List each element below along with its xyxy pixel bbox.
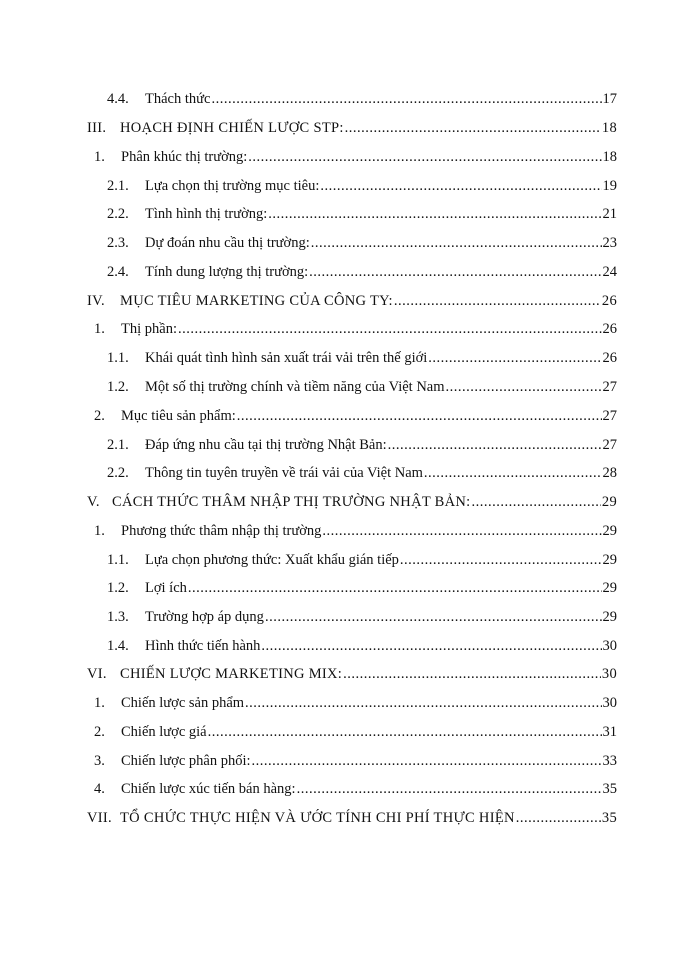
toc-entry-page: 28 bbox=[602, 465, 617, 481]
toc-leader-dots bbox=[428, 347, 601, 369]
toc-leader-dots bbox=[309, 261, 601, 283]
toc-entry-number: III. bbox=[87, 120, 107, 136]
toc-entry-page: 29 bbox=[601, 494, 617, 510]
toc-entry-title: Thị phần: bbox=[121, 321, 177, 337]
toc-entry-number: 2.1. bbox=[107, 437, 129, 453]
toc-entry-number: 1.2. bbox=[107, 580, 129, 596]
toc-entry[interactable] bbox=[107, 261, 617, 283]
toc-entry[interactable] bbox=[107, 175, 617, 197]
toc-entry-title: Một số thị trường chính và tiềm năng của Việt Nam bbox=[145, 379, 445, 395]
toc-entry-page: 31 bbox=[602, 724, 617, 740]
toc-entry-page: 29 bbox=[602, 580, 617, 596]
toc-entry-number: 1.1. bbox=[107, 350, 129, 366]
toc-entry-page: 27 bbox=[602, 379, 617, 395]
toc-entry-number: V. bbox=[87, 494, 100, 510]
toc-entry-page: 27 bbox=[602, 437, 617, 453]
toc-entry-number: 2. bbox=[94, 408, 105, 424]
toc-entry-page: 19 bbox=[602, 178, 617, 194]
toc-leader-dots bbox=[211, 88, 601, 110]
toc-leader-dots bbox=[237, 405, 602, 427]
toc-leader-dots bbox=[188, 577, 602, 599]
toc-entry[interactable] bbox=[107, 462, 617, 484]
toc-entry-number: 2.4. bbox=[107, 264, 129, 280]
toc-leader-dots bbox=[446, 376, 602, 398]
toc-entry-title: Đáp ứng nhu cầu tại thị trường Nhật Bản: bbox=[145, 437, 387, 453]
toc-entry[interactable] bbox=[107, 549, 617, 571]
toc-entry[interactable] bbox=[87, 807, 617, 829]
toc-entry-number: 4.4. bbox=[107, 91, 129, 107]
toc-entry-title: Chiến lược xúc tiến bán hàng: bbox=[121, 781, 296, 797]
toc-entry[interactable] bbox=[94, 405, 617, 427]
toc-entry[interactable] bbox=[94, 778, 617, 800]
toc-entry[interactable] bbox=[107, 376, 617, 398]
toc-entry-number: 1. bbox=[94, 695, 105, 711]
toc-entry-title: Lựa chọn thị trường mục tiêu: bbox=[145, 178, 320, 194]
toc-entry-page: 26 bbox=[602, 321, 617, 337]
toc-entry-title: Tình hình thị trường: bbox=[145, 206, 268, 222]
toc-leader-dots bbox=[311, 232, 602, 254]
toc-entry-title: Chiến lược phân phối: bbox=[121, 753, 251, 769]
toc-entry-number: 2.1. bbox=[107, 178, 129, 194]
toc-entry-title: Thông tin tuyên truyền về trái vải của Việt Nam bbox=[145, 465, 423, 481]
toc-leader-dots bbox=[388, 434, 602, 456]
toc-entry-title: Mục tiêu sản phẩm: bbox=[121, 408, 236, 424]
toc-entry-title: Khái quát tình hình sản xuất trái vải trên thế giới bbox=[145, 350, 428, 366]
toc-entry-page: 24 bbox=[602, 264, 617, 280]
toc-entry-title: Chiến lược sản phẩm bbox=[121, 695, 245, 711]
toc-entry-number: 2.2. bbox=[107, 465, 129, 481]
toc-entry-title: Trường hợp áp dụng bbox=[145, 609, 264, 625]
toc-entry-title: Tính dung lượng thị trường: bbox=[145, 264, 309, 280]
toc-entry-page: 21 bbox=[602, 206, 617, 222]
toc-entry-page: 35 bbox=[602, 781, 617, 797]
toc-entry-title: Dự đoán nhu cầu thị trường: bbox=[145, 235, 310, 251]
toc-leader-dots bbox=[178, 318, 602, 340]
toc-entry[interactable] bbox=[87, 663, 617, 685]
toc-entry[interactable] bbox=[87, 117, 617, 139]
toc-entry-page: 26 bbox=[602, 350, 617, 366]
toc-leader-dots bbox=[400, 549, 602, 571]
toc-entry-title: Lựa chọn phương thức: Xuất khẩu gián tiếp bbox=[145, 552, 399, 568]
toc-leader-dots bbox=[268, 203, 601, 225]
toc-entry-page: 29 bbox=[602, 609, 617, 625]
toc-entry-page: 30 bbox=[602, 695, 617, 711]
toc-entry-page: 30 bbox=[602, 638, 617, 654]
toc-leader-dots bbox=[261, 635, 601, 657]
toc-leader-dots bbox=[265, 606, 602, 628]
toc-entry-number: 2. bbox=[94, 724, 105, 740]
toc-entry-title: TỔ CHỨC THỰC HIỆN VÀ ƯỚC TÍNH CHI PHÍ THỰC HIỆN bbox=[120, 810, 515, 826]
toc-entry-page: 18 bbox=[602, 149, 617, 165]
toc-entry[interactable] bbox=[107, 577, 617, 599]
toc-entry[interactable] bbox=[94, 750, 617, 772]
toc-entry-number: 3. bbox=[94, 753, 105, 769]
toc-leader-dots bbox=[343, 663, 601, 685]
toc-leader-dots bbox=[252, 750, 602, 772]
toc-entry[interactable] bbox=[87, 290, 617, 312]
toc-leader-dots bbox=[297, 778, 602, 800]
toc-entry-number: 1. bbox=[94, 149, 105, 165]
toc-entry-number: 1.1. bbox=[107, 552, 129, 568]
toc-entry-title: Hình thức tiến hành bbox=[145, 638, 261, 654]
toc-leader-dots bbox=[248, 146, 601, 168]
toc-leader-dots bbox=[320, 175, 601, 197]
toc-entry-number: VII. bbox=[87, 810, 112, 826]
toc-entry-page: 29 bbox=[602, 523, 617, 539]
toc-entry[interactable] bbox=[107, 347, 617, 369]
toc-entry[interactable] bbox=[107, 635, 617, 657]
toc-entry-page: 35 bbox=[601, 810, 617, 826]
toc-entry-page: 27 bbox=[602, 408, 617, 424]
toc-entry-number: 1. bbox=[94, 321, 105, 337]
toc-leader-dots bbox=[245, 692, 601, 714]
toc-entry[interactable] bbox=[107, 88, 617, 110]
toc-entry-title: HOẠCH ĐỊNH CHIẾN LƯỢC STP: bbox=[120, 120, 344, 136]
toc-entry-number: 2.3. bbox=[107, 235, 129, 251]
toc-entry[interactable] bbox=[94, 520, 617, 542]
toc-entry[interactable] bbox=[107, 203, 617, 225]
toc-leader-dots bbox=[394, 290, 601, 312]
toc-leader-dots bbox=[516, 807, 601, 829]
toc-entry-title: Phân khúc thị trường: bbox=[121, 149, 248, 165]
toc-entry-page: 33 bbox=[602, 753, 617, 769]
toc-entry-title: Lợi ích bbox=[145, 580, 187, 596]
toc-leader-dots bbox=[322, 520, 601, 542]
toc-entry-title: CÁCH THỨC THÂM NHẬP THỊ TRƯỜNG NHẬT BẢN: bbox=[112, 494, 471, 510]
toc-entry[interactable] bbox=[107, 606, 617, 628]
toc-entry-number: 1.3. bbox=[107, 609, 129, 625]
toc-entry-number: 4. bbox=[94, 781, 105, 797]
toc-entry[interactable] bbox=[94, 692, 617, 714]
toc-entry[interactable] bbox=[94, 318, 617, 340]
toc-entry-title: CHIẾN LƯỢC MARKETING MIX: bbox=[120, 666, 343, 682]
toc-entry[interactable] bbox=[94, 146, 617, 168]
toc-leader-dots bbox=[424, 462, 602, 484]
toc-entry[interactable] bbox=[107, 232, 617, 254]
toc-entry-page: 26 bbox=[601, 293, 617, 309]
toc-entry-number: 2.2. bbox=[107, 206, 129, 222]
toc-entry-page: 29 bbox=[602, 552, 617, 568]
toc-leader-dots bbox=[472, 491, 601, 513]
toc-leader-dots bbox=[345, 117, 601, 139]
toc-entry-number: 1.2. bbox=[107, 379, 129, 395]
toc-leader-dots bbox=[208, 721, 602, 743]
toc-entry-title: Thách thức bbox=[145, 91, 211, 107]
toc-entry-title: Phương thức thâm nhập thị trường bbox=[121, 523, 322, 539]
toc-entry[interactable] bbox=[87, 491, 617, 513]
toc-entry-page: 18 bbox=[601, 120, 617, 136]
toc-entry-page: 30 bbox=[601, 666, 617, 682]
toc-entry[interactable] bbox=[107, 434, 617, 456]
toc-entry-title: Chiến lược giá bbox=[121, 724, 207, 740]
toc-entry[interactable] bbox=[94, 721, 617, 743]
toc-entry-title: MỤC TIÊU MARKETING CỦA CÔNG TY: bbox=[120, 293, 393, 309]
toc-entry-number: VI. bbox=[87, 666, 107, 682]
toc-entry-number: 1. bbox=[94, 523, 105, 539]
toc-entry-page: 17 bbox=[602, 91, 617, 107]
toc-entry-page: 23 bbox=[602, 235, 617, 251]
toc-entry-number: 1.4. bbox=[107, 638, 129, 654]
toc-entry-number: IV. bbox=[87, 293, 105, 309]
